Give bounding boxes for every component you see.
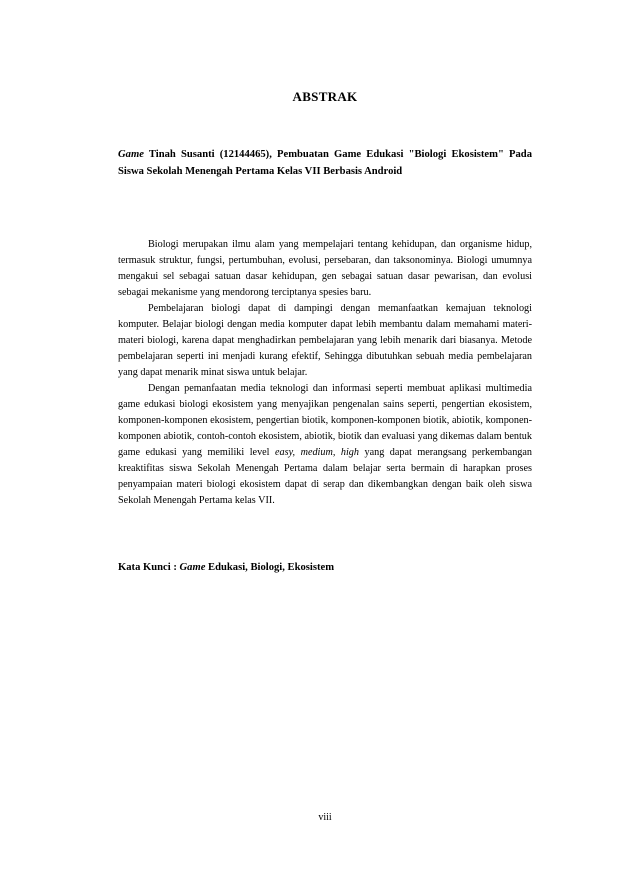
keywords-label: Kata Kunci : [118, 562, 180, 573]
paragraph-2: Pembelajaran biologi dapat di dampingi dengan memanfaatkan kemajuan teknologi komputer. Belajar biologi dengan media komputer dapat lebih membantu dalam memahami materi-materi biologi, karena dapat menghadirkan pembelajaran yang lebih menarik dari biasanya. Metode pembelajaran seperti ini menjadi kurang efektif, Sehingga dibutuhkan sebuah media pembelajaran yang dapat menarik minat siswa untuk belajar. [118, 303, 532, 378]
page-number: viii [318, 812, 332, 823]
keywords-game-word: Game [179, 562, 206, 573]
keywords-line [118, 562, 532, 573]
document-page [118, 0, 532, 877]
citation-game-word: Game [118, 149, 144, 160]
keywords-list: Edukasi, Biologi, Ekosistem [205, 562, 335, 573]
paragraph-3-levels: easy, medium, high [275, 447, 359, 458]
paragraph-3-end: yang dapat merangsang perkembangan kreaktifitas siswa Sekolah Menengah Pertama dalam belajar serta bermain di harapkan proses penyampaian materi biologi ekosistem dapat di serap dan dikembangkan dengan baik oleh siswa Sekolah Menengah Pertama kelas VII. [118, 447, 533, 506]
paragraph-3-start: Dengan pemanfaatan media teknologi dan informasi seperti membuat aplikasi multimedia game edukasi biologi ekosistem yang menyajikan pengenalan sains seperti, pengertian ekosistem, komponen-komponen ekosistem, pengertian biotik, komponen-komponen biotik, abiotik, komponen-komponen abiotik, contoh-contoh ekosistem, abiotik, biotik dan evaluasi yang dikemas dalam bentuk game edukasi yang memiliki level [118, 383, 532, 458]
citation-text: Tinah Susanti (12144465), Pembuatan Game Edukasi "Biologi Ekosistem" Pada Siswa Sekolah Menengah Pertama Kelas VII Berbasis Android [118, 149, 532, 177]
abstract-body [118, 237, 532, 509]
paragraph-1: Biologi merupakan ilmu alam yang mempelajari tentang kehidupan, dan organisme hidup, termasuk struktur, fungsi, pertumbuhan, evolusi, persebaran, dan taksonominya. Biologi umumnya mengakui sel sebagai satuan dasar kehidupan, gen sebagai satuan dasar pewarisan, dan evolusi sebagai mekanisme yang mendorong terciptanya spesies baru. [118, 239, 532, 298]
abstract-citation [118, 147, 532, 180]
page-title: ABSTRAK [292, 89, 358, 104]
paragraph-3 [118, 381, 532, 509]
